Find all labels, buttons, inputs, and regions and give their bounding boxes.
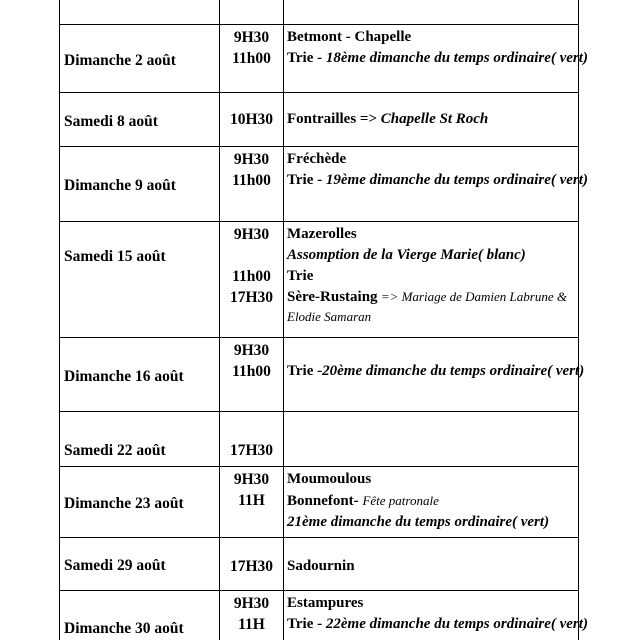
table-row	[60, 93, 579, 147]
location-name: Trie -	[287, 50, 326, 66]
location-line	[287, 361, 585, 382]
time-text: 9H30	[233, 342, 270, 359]
location-cell	[284, 338, 585, 412]
time-cell	[220, 412, 284, 467]
location-line	[287, 48, 588, 69]
location-line	[287, 469, 576, 490]
wedding-note: => Mariage de Damien Labrune & Elodie Samaran	[287, 289, 567, 324]
schedule-sheet	[59, 0, 588, 640]
time-text: 11h00	[232, 172, 271, 189]
time-text: 9H30	[233, 151, 270, 168]
liturgy-text: 21ème dimanche du temps ordinaire( vert)	[287, 514, 550, 530]
time-cell	[220, 591, 284, 640]
date-cell: Dimanche 2 août	[60, 25, 220, 93]
time-cell	[220, 25, 284, 93]
location-cell	[284, 591, 588, 640]
feast-line	[287, 245, 576, 266]
location-cell	[284, 25, 588, 93]
location-cell	[284, 0, 579, 25]
location-line	[287, 170, 588, 191]
location-name: Trie	[287, 268, 314, 284]
liturgy-text: 22ème dimanche du temps ordinaire( vert)	[325, 616, 588, 632]
time-text: 17H30	[229, 442, 274, 459]
time-text: 10H30	[229, 111, 274, 128]
location-line	[287, 593, 576, 614]
time-text: 11h00	[232, 363, 271, 380]
date-cell: Samedi 8 août	[60, 93, 220, 147]
location-name: Sadournin	[287, 557, 355, 574]
location-line	[287, 27, 576, 48]
location-line	[287, 556, 576, 577]
feast-text: Assomption de la Vierge Marie( blanc)	[287, 247, 526, 263]
time-cell	[220, 93, 284, 147]
table-row	[60, 591, 579, 640]
table-row	[60, 25, 579, 93]
time-text: 11h00	[232, 50, 271, 67]
time-cell	[220, 0, 284, 25]
location-name: Estampures	[287, 595, 364, 611]
table-row	[60, 222, 579, 338]
time-text: 17H30	[229, 289, 274, 306]
table-row	[60, 147, 579, 222]
location-line	[287, 109, 576, 130]
time-cell	[220, 147, 284, 222]
location-name: Fréchède	[287, 151, 347, 167]
location-name: Fontrailles =>	[287, 111, 381, 127]
time-text: 9H30	[233, 595, 270, 612]
table-row	[60, 467, 579, 538]
date-cell: Samedi 15 août	[60, 222, 220, 338]
location-cell	[284, 538, 579, 591]
time-text: 17H30	[229, 557, 274, 575]
location-line	[287, 490, 576, 512]
patronal-feast-text: Fête patronale	[362, 493, 439, 508]
location-line	[287, 287, 576, 327]
location-name: Sère-Rustaing	[287, 289, 378, 305]
location-name: Mazerolles	[287, 226, 357, 242]
date-cell	[60, 0, 220, 25]
location-line	[287, 614, 588, 635]
location-cell	[284, 222, 579, 338]
time-cell	[220, 467, 284, 538]
location-cell	[284, 412, 579, 467]
time-text: 9H30	[233, 226, 270, 243]
location-name: Bonnefont-	[287, 493, 363, 509]
time-cell	[220, 538, 284, 591]
time-text: 11H	[238, 492, 265, 509]
location-name: Trie -	[287, 616, 326, 632]
time-cell	[220, 222, 284, 338]
date-cell: Dimanche 30 août	[60, 591, 220, 640]
location-name: Betmont - Chapelle	[287, 29, 412, 45]
location-cell	[284, 467, 579, 538]
location-cell	[284, 147, 588, 222]
location-cell	[284, 93, 579, 147]
time-cell	[220, 338, 284, 412]
date-cell: Dimanche 16 août	[60, 338, 220, 412]
table-row	[60, 412, 579, 467]
date-cell: Samedi 22 août	[60, 412, 220, 467]
table-row	[60, 538, 579, 591]
location-name: Trie -	[287, 363, 323, 379]
time-text: 11h00	[232, 268, 271, 285]
time-text: 9H30	[233, 29, 270, 46]
liturgy-text: 19ème dimanche du temps ordinaire( vert)	[325, 172, 588, 188]
date-cell: Dimanche 23 août	[60, 467, 220, 538]
location-name: Trie -	[287, 172, 326, 188]
time-text: 9H30	[233, 471, 270, 488]
date-cell: Samedi 29 août	[60, 538, 220, 591]
table-row	[60, 338, 579, 412]
liturgy-text: 20ème dimanche du temps ordinaire( vert)	[322, 363, 585, 379]
time-text: 11H	[238, 616, 265, 633]
address-text	[287, 0, 576, 3]
location-name: Moumoulous	[287, 471, 372, 487]
liturgy-text: 18ème dimanche du temps ordinaire( vert)	[325, 50, 588, 66]
location-line	[287, 149, 576, 170]
date-cell: Dimanche 9 août	[60, 147, 220, 222]
liturgy-line	[287, 512, 576, 533]
table-row	[60, 0, 579, 25]
location-line	[287, 266, 576, 287]
chapel-text: Chapelle St Roch	[380, 111, 489, 127]
location-line	[287, 224, 576, 245]
mass-schedule-table	[59, 0, 588, 640]
